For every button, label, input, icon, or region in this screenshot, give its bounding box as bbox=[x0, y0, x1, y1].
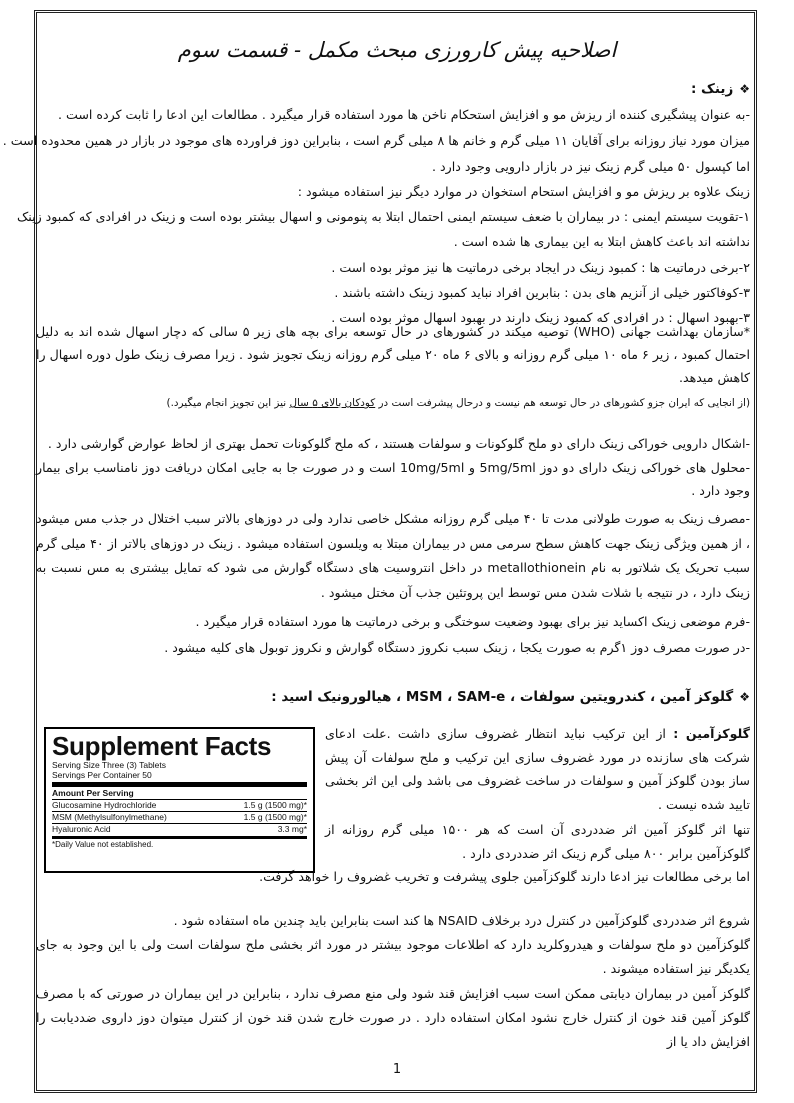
text-line: نداشته اند باعث کاهش ابتلا به این بیماری ها شده است . bbox=[453, 234, 750, 249]
onset-text: شروع اثر ضددردی گلوکزآمین در کنترل درد برخلاف bbox=[477, 913, 750, 928]
amount-header: Amount Per Serving bbox=[52, 788, 134, 798]
long-term-text: -مصرف زینک به صورت طولانی مدت تا ۴۰ میلی گرم روزانه مشکل خاصی ندارد ولی در دوزهای بالاتر سبب اختلال در جذب مس میشود ، از همین ویژگی زینک جهت کاهش سطح سرمی مس در بیماران مبتلا به ویلسون استفاده میشود . زینک در دوزهای بالاتر از ۴۰ میلی گرم سبب تحریک یک شلاتور به نام bbox=[36, 511, 750, 575]
heading-text: گلوکز آمین ، کندرویتین سولفات ، MSM ، SAM-e ، هیالورونیک اسید : bbox=[271, 689, 734, 705]
long-term-text-end: در داخل انتروسیت های دستگاه گوارش می شود که تمایل بیشتری به مس نسبت به زینک دارد ، در نتیجه با شلات شدن مس توسط این پروتئین جذب آن مختل میشود . bbox=[36, 560, 750, 600]
supplement-facts-panel bbox=[44, 727, 315, 873]
forms-line: -اشکال دارویی خوراکی زینک دارای دو ملح گلوکونات و سولفات هستند ، که ملح گلوکونات تحمل بهتری از لحاظ عوارض گوارشی دارد . bbox=[47, 436, 750, 451]
solution-text-end: است و در صورت جا به جایی امکان دریافت دوز نامناسب برای بیمار وجود دارد . bbox=[36, 460, 750, 498]
text-line: زینک علاوه بر ریزش مو و افزایش استحام استخوان در موارد دیگر نیز استفاده میشود : bbox=[297, 184, 750, 199]
page-number: 1 bbox=[392, 1062, 402, 1077]
note-underlined: کودکان بالای ۵ سال bbox=[289, 397, 376, 409]
note-text: (از انجایی که ایران جزو کشورهای در حال توسعه هم نیست و درحال پیشرفت است در bbox=[375, 397, 750, 409]
facts-row bbox=[52, 799, 307, 811]
text-line: اما کپسول ۵۰ میلی گرم زینک نیز در بازار دارویی وجود دارد . bbox=[432, 159, 750, 174]
ingredient-amount: 1.5 g (1500 mg)* bbox=[243, 812, 307, 822]
section-heading-glucosamine bbox=[36, 686, 750, 709]
text-line: ۳-بهبود اسهال : در افرادی که کمبود زینک دارند در بهبود اسهال موثر بوده است . bbox=[331, 310, 750, 325]
page-title: اصلاحیه پیش کارورزی مبحث مکمل - قسمت سوم bbox=[177, 38, 617, 62]
facts-row bbox=[52, 823, 307, 835]
heading-text: زینک : bbox=[690, 81, 734, 97]
note-line bbox=[36, 392, 750, 415]
section-heading-zinc bbox=[36, 78, 750, 101]
solution-text: -محلول های خوراکی زینک دارای دو دوز bbox=[535, 460, 750, 475]
ingredient-amount: 1.5 g (1500 mg)* bbox=[243, 800, 307, 810]
who-paragraph: *سازمان بهداشت جهانی (WHO) توصیه میکند در کشورهای در حال توسعه برای بچه های زیر ۵ سالی که دچار اسهال شده اند به دلیل احتمال کمبود ، زیر ۶ ماه ۱۰ میلی گرم روزانه و بالای ۶ ماه ۲۰ میلی گرم روزانه زینک تجویز شود . زیرا مصرف زینک طول دوره اسهال را کاهش میدهد. bbox=[36, 324, 751, 385]
thick-divider bbox=[52, 782, 307, 787]
facts-row bbox=[52, 811, 307, 823]
diabetes-paragraph: گلوکز آمین در بیماران دیابتی ممکن است سبب افزایش قند شود ولی منع مصرف ندارد ، بنابراین در این بیماران در صورتی که با مصرف گلوکز آمین قند خون از کنترل خارج نشود امکان استفاده دارد . در صورت خارج شدن قند خون از کنترل میتوان دوز داروی ضددیابت را افزایش داد یا از bbox=[36, 986, 750, 1049]
footnote: *Daily Value not established. bbox=[52, 840, 154, 849]
text-line: ۳-کوفاکتور خیلی از آنزیم های بدن : بنابرین افراد نباید کمبود زینک داشته باشند . bbox=[334, 285, 750, 300]
overdose-line: -در صورت مصرف دوز ۱گرم به صورت یکجا ، زینک سبب نکروز دستگاه گوارش و نکروز توبول های کلیه میشود . bbox=[164, 640, 750, 655]
ingredient-name: Glucosamine Hydrochloride bbox=[52, 800, 157, 810]
text-line: ۱-تقویت سیستم ایمنی : در بیماران با ضعف سیستم ایمنی احتمال ابتلا به پنومونی و اسهال بیشتر بوده است و زینک در افرادی که کمبود زینک bbox=[17, 209, 750, 224]
text-line: ۲-برخی درماتیت ها : کمبود زینک در ایجاد برخی درماتیت ها نیز موثر بوده است . bbox=[331, 260, 750, 275]
metallothionein-term: metallothionein bbox=[487, 560, 587, 575]
dose-value: 5mg/5ml bbox=[479, 460, 536, 475]
text-line: میزان مورد نیاز روزانه برای آقایان ۱۱ میلی گرم و خانم ها ۸ میلی گرم است ، بنابراین دوز فراورده های موجود در بازار در همین محدوده است . bbox=[2, 133, 750, 148]
solution-and: و bbox=[464, 460, 480, 475]
long-term-paragraph bbox=[36, 507, 750, 605]
glucosamine-text: از این ترکیب نباید انتظار غضروف سازی داشت .علت ادعای شرکت های سازنده در مورد غضروف سازی این ترکیب و ملح سولفات آن پیش ساز بودن گلوکز آمین و سولفات در ساخت غضروف می باشد ولی این اثر بخشی تایید شده نیست . bbox=[325, 726, 750, 812]
topical-line: -فرم موضعی زینک اکساید نیز برای بهبود وضعیت سوختگی و برخی درماتیت ها مورد استفاده قرار میگیرد . bbox=[195, 614, 750, 629]
analgesic-paragraph: تنها اثر گلوکز آمین اثر ضددردی آن است که هر ۱۵۰۰ میلی گرم روزانه از گلوکزآمین برابر ۸۰۰ میلی گرم زینک اثر ضددردی دارد . bbox=[325, 822, 750, 861]
ingredient-amount: 3.3 mg* bbox=[277, 824, 307, 834]
glucosamine-intro bbox=[325, 722, 750, 816]
diamond-bullet-icon: ❖ bbox=[739, 690, 750, 704]
dose-value: 10mg/5ml bbox=[400, 460, 465, 475]
ingredient-name: Hyaluronic Acid bbox=[52, 824, 111, 834]
solution-paragraph bbox=[36, 456, 750, 502]
note-text-end: نیز این تجویز انجام میگیرد.) bbox=[166, 397, 290, 409]
salts-paragraph: گلوکزآمین دو ملح سولفات و هیدروکلرید دارد که اطلاعات موجود بیشتر در مورد اثر بخشی ملح سولفات است ولی با این وجود به جای یکدیگر نیز استفاده میشوند . bbox=[36, 937, 750, 976]
cartilage-paragraph: اما برخی مطالعات نیز ادعا دارند گلوکزآمین جلوی پیشرفت و تخریب غضروف را خواهد گرفت. bbox=[259, 869, 750, 884]
servings-per-container: Servings Per Container 50 bbox=[52, 770, 152, 780]
diamond-bullet-icon: ❖ bbox=[739, 82, 750, 96]
onset-text-end: ها کند است بنابراین باید چندین ماه استفاده شود . bbox=[173, 913, 439, 928]
onset-line bbox=[36, 909, 750, 932]
glucosamine-label: گلوکزآمین : bbox=[673, 726, 750, 741]
serving-size: Serving Size Three (3) Tablets bbox=[52, 760, 167, 770]
ingredient-name: MSM (Methylsulfonylmethane) bbox=[52, 812, 167, 822]
text-line: -به عنوان پیشگیری کننده از ریزش مو و افزایش استحکام ناخن ها مورد استفاده قرار میگیرد . مطالعات این ادعا را ثابت کرده است . bbox=[57, 107, 750, 122]
nsaid-term: NSAID bbox=[438, 913, 478, 928]
supplement-facts-title: Supplement Facts bbox=[52, 731, 272, 761]
